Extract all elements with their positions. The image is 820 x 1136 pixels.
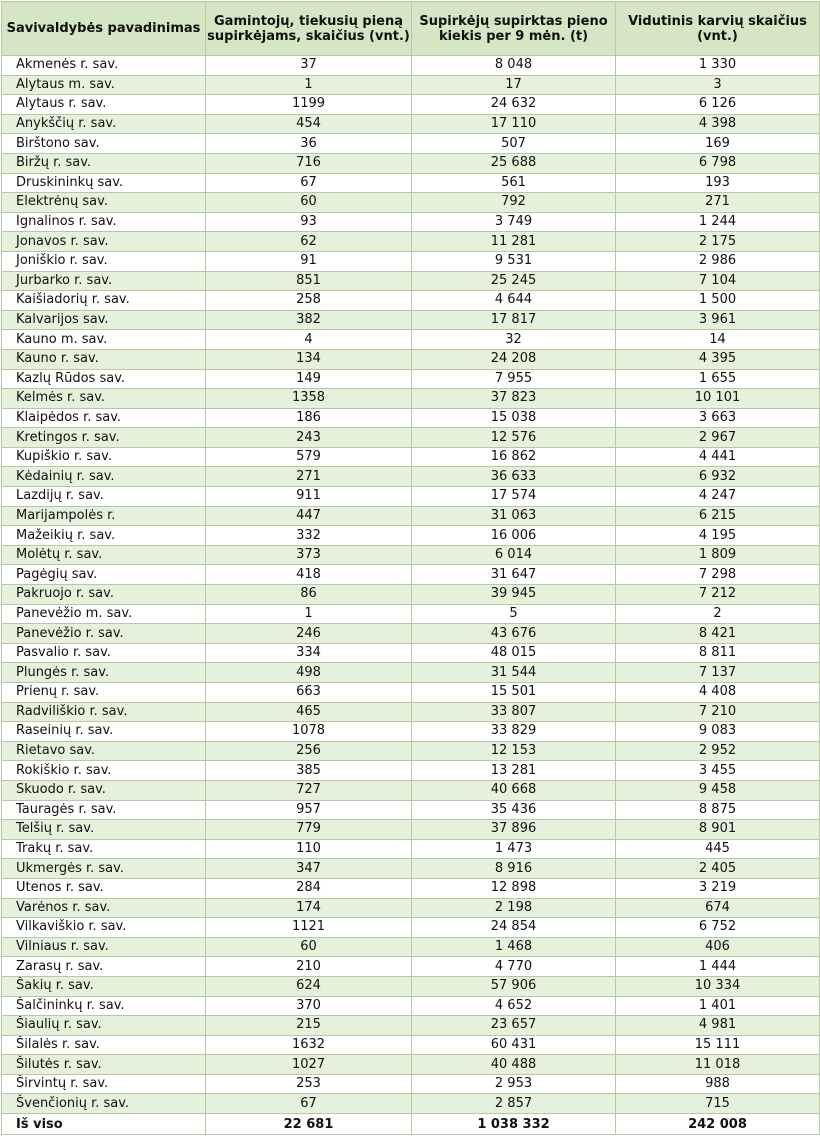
municipality-cell: Pakruojo r. sav. <box>2 585 206 605</box>
table-row <box>2 1016 820 1036</box>
municipality-cell: Rietavo sav. <box>2 741 206 761</box>
table-row <box>2 585 820 605</box>
municipality-cell: Anykščių r. sav. <box>2 114 206 134</box>
producers-cell: 716 <box>206 153 412 173</box>
milk-purchased-cell: 17 817 <box>412 310 616 330</box>
average-cows-cell: 271 <box>616 193 820 213</box>
table-row <box>2 251 820 271</box>
milk-statistics-table <box>1 1 820 1135</box>
municipality-cell: Raseinių r. sav. <box>2 722 206 742</box>
producers-cell: 498 <box>206 663 412 683</box>
milk-purchased-cell: 11 281 <box>412 232 616 252</box>
milk-purchased-cell: 25 245 <box>412 271 616 291</box>
table-row <box>2 428 820 448</box>
municipality-cell: Marijampolės r. <box>2 506 206 526</box>
producers-cell: 1 <box>206 75 412 95</box>
milk-purchased-cell: 31 063 <box>412 506 616 526</box>
municipality-cell: Vilniaus r. sav. <box>2 937 206 957</box>
milk-purchased-cell: 35 436 <box>412 800 616 820</box>
table-row <box>2 212 820 232</box>
table-row <box>2 839 820 859</box>
average-cows-cell: 169 <box>616 134 820 154</box>
milk-purchased-cell: 31 544 <box>412 663 616 683</box>
average-cows-cell: 10 334 <box>616 976 820 996</box>
average-cows-cell: 1 401 <box>616 996 820 1016</box>
milk-purchased-cell: 17 574 <box>412 487 616 507</box>
table-row <box>2 467 820 487</box>
milk-purchased-cell: 37 896 <box>412 820 616 840</box>
milk-purchased-cell: 2 198 <box>412 898 616 918</box>
table-row <box>2 1094 820 1114</box>
table-row <box>2 134 820 154</box>
municipality-cell: Birštono sav. <box>2 134 206 154</box>
milk-purchased-cell: 43 676 <box>412 624 616 644</box>
milk-purchased-cell: 36 633 <box>412 467 616 487</box>
milk-purchased-cell: 9 531 <box>412 251 616 271</box>
total-label: Iš viso <box>2 1114 206 1135</box>
municipality-cell: Ignalinos r. sav. <box>2 212 206 232</box>
average-cows-cell: 2 952 <box>616 741 820 761</box>
milk-purchased-cell: 37 823 <box>412 389 616 409</box>
average-cows-cell: 4 395 <box>616 349 820 369</box>
municipality-cell: Šilutės r. sav. <box>2 1055 206 1075</box>
producers-cell: 370 <box>206 996 412 1016</box>
producers-cell: 465 <box>206 702 412 722</box>
average-cows-cell: 1 500 <box>616 291 820 311</box>
average-cows-cell: 3 961 <box>616 310 820 330</box>
producers-cell: 663 <box>206 683 412 703</box>
producers-cell: 1121 <box>206 918 412 938</box>
municipality-cell: Tauragės r. sav. <box>2 800 206 820</box>
table-row <box>2 389 820 409</box>
municipality-cell: Švenčionių r. sav. <box>2 1094 206 1114</box>
producers-cell: 454 <box>206 114 412 134</box>
average-cows-cell: 4 441 <box>616 447 820 467</box>
table-row <box>2 506 820 526</box>
average-cows-cell: 4 981 <box>616 1016 820 1036</box>
producers-cell: 256 <box>206 741 412 761</box>
municipality-cell: Elektrėnų sav. <box>2 193 206 213</box>
average-cows-cell: 6 126 <box>616 95 820 115</box>
table-row <box>2 565 820 585</box>
table-row <box>2 918 820 938</box>
average-cows-cell: 4 195 <box>616 526 820 546</box>
average-cows-cell: 2 <box>616 604 820 624</box>
milk-purchased-cell: 12 898 <box>412 878 616 898</box>
table-row <box>2 663 820 683</box>
header-producers: Gamintojų, tiekusių pieną supirkėjams, skaičius (vnt.) <box>206 2 412 56</box>
average-cows-cell: 6 932 <box>616 467 820 487</box>
table-row <box>2 702 820 722</box>
average-cows-cell: 1 444 <box>616 957 820 977</box>
municipality-cell: Vilkaviškio r. sav. <box>2 918 206 938</box>
milk-purchased-cell: 15 501 <box>412 683 616 703</box>
producers-cell: 385 <box>206 761 412 781</box>
producers-cell: 93 <box>206 212 412 232</box>
table-row <box>2 487 820 507</box>
table-row <box>2 447 820 467</box>
table-row <box>2 75 820 95</box>
milk-purchased-cell: 5 <box>412 604 616 624</box>
municipality-cell: Biržų r. sav. <box>2 153 206 173</box>
table-row <box>2 310 820 330</box>
header-milk-purchased: Supirkėjų supirktas pieno kiekis per 9 mėn. (t) <box>412 2 616 56</box>
average-cows-cell: 8 901 <box>616 820 820 840</box>
producers-cell: 37 <box>206 56 412 76</box>
average-cows-cell: 9 083 <box>616 722 820 742</box>
table-row <box>2 859 820 879</box>
table-row <box>2 957 820 977</box>
producers-cell: 727 <box>206 780 412 800</box>
producers-cell: 1632 <box>206 1035 412 1055</box>
producers-cell: 62 <box>206 232 412 252</box>
producers-cell: 271 <box>206 467 412 487</box>
average-cows-cell: 15 111 <box>616 1035 820 1055</box>
table-row <box>2 95 820 115</box>
average-cows-cell: 7 104 <box>616 271 820 291</box>
producers-cell: 1027 <box>206 1055 412 1075</box>
producers-cell: 91 <box>206 251 412 271</box>
municipality-cell: Šakių r. sav. <box>2 976 206 996</box>
average-cows-cell: 4 408 <box>616 683 820 703</box>
milk-purchased-cell: 25 688 <box>412 153 616 173</box>
average-cows-cell: 4 398 <box>616 114 820 134</box>
municipality-cell: Alytaus r. sav. <box>2 95 206 115</box>
municipality-cell: Kėdainių r. sav. <box>2 467 206 487</box>
municipality-cell: Kretingos r. sav. <box>2 428 206 448</box>
milk-purchased-cell: 3 749 <box>412 212 616 232</box>
table-row <box>2 545 820 565</box>
producers-cell: 86 <box>206 585 412 605</box>
average-cows-cell: 193 <box>616 173 820 193</box>
table-row <box>2 526 820 546</box>
milk-purchased-cell: 8 916 <box>412 859 616 879</box>
average-cows-cell: 2 175 <box>616 232 820 252</box>
municipality-cell: Skuodo r. sav. <box>2 780 206 800</box>
table-row <box>2 624 820 644</box>
producers-cell: 246 <box>206 624 412 644</box>
municipality-cell: Kalvarijos sav. <box>2 310 206 330</box>
municipality-cell: Širvintų r. sav. <box>2 1074 206 1094</box>
municipality-cell: Kelmės r. sav. <box>2 389 206 409</box>
milk-purchased-cell: 7 955 <box>412 369 616 389</box>
average-cows-cell: 445 <box>616 839 820 859</box>
milk-purchased-cell: 33 807 <box>412 702 616 722</box>
producers-cell: 1078 <box>206 722 412 742</box>
table-row <box>2 780 820 800</box>
municipality-cell: Zarasų r. sav. <box>2 957 206 977</box>
milk-purchased-cell: 40 488 <box>412 1055 616 1075</box>
milk-purchased-cell: 4 644 <box>412 291 616 311</box>
milk-purchased-cell: 12 576 <box>412 428 616 448</box>
table-row <box>2 741 820 761</box>
table-row <box>2 330 820 350</box>
producers-cell: 243 <box>206 428 412 448</box>
table-row <box>2 1055 820 1075</box>
table-row <box>2 604 820 624</box>
header-average-cows: Vidutinis karvių skaičius (vnt.) <box>616 2 820 56</box>
table-row <box>2 878 820 898</box>
milk-purchased-cell: 17 <box>412 75 616 95</box>
milk-purchased-cell: 48 015 <box>412 643 616 663</box>
milk-purchased-cell: 16 862 <box>412 447 616 467</box>
producers-cell: 447 <box>206 506 412 526</box>
milk-purchased-cell: 8 048 <box>412 56 616 76</box>
average-cows-cell: 9 458 <box>616 780 820 800</box>
producers-cell: 60 <box>206 937 412 957</box>
table-row <box>2 820 820 840</box>
producers-cell: 110 <box>206 839 412 859</box>
municipality-cell: Varėnos r. sav. <box>2 898 206 918</box>
producers-cell: 332 <box>206 526 412 546</box>
municipality-cell: Trakų r. sav. <box>2 839 206 859</box>
producers-cell: 957 <box>206 800 412 820</box>
average-cows-cell: 1 655 <box>616 369 820 389</box>
milk-purchased-cell: 561 <box>412 173 616 193</box>
table-header <box>2 2 820 56</box>
table-row <box>2 369 820 389</box>
producers-cell: 334 <box>206 643 412 663</box>
municipality-cell: Molėtų r. sav. <box>2 545 206 565</box>
table-row <box>2 114 820 134</box>
average-cows-cell: 406 <box>616 937 820 957</box>
average-cows-cell: 6 798 <box>616 153 820 173</box>
municipality-cell: Joniškio r. sav. <box>2 251 206 271</box>
table-row <box>2 722 820 742</box>
producers-cell: 382 <box>206 310 412 330</box>
municipality-cell: Prienų r. sav. <box>2 683 206 703</box>
municipality-cell: Šalčininkų r. sav. <box>2 996 206 1016</box>
milk-purchased-cell: 24 854 <box>412 918 616 938</box>
average-cows-cell: 3 219 <box>616 878 820 898</box>
average-cows-cell: 2 986 <box>616 251 820 271</box>
table-row <box>2 937 820 957</box>
municipality-cell: Plungės r. sav. <box>2 663 206 683</box>
producers-cell: 67 <box>206 1094 412 1114</box>
table-row <box>2 173 820 193</box>
milk-purchased-cell: 32 <box>412 330 616 350</box>
average-cows-cell: 6 215 <box>616 506 820 526</box>
municipality-cell: Kazlų Rūdos sav. <box>2 369 206 389</box>
municipality-cell: Rokiškio r. sav. <box>2 761 206 781</box>
table-row <box>2 800 820 820</box>
average-cows-cell: 14 <box>616 330 820 350</box>
average-cows-cell: 7 298 <box>616 565 820 585</box>
municipality-cell: Panevėžio r. sav. <box>2 624 206 644</box>
producers-cell: 36 <box>206 134 412 154</box>
milk-purchased-cell: 1 468 <box>412 937 616 957</box>
milk-purchased-cell: 24 632 <box>412 95 616 115</box>
municipality-cell: Kauno r. sav. <box>2 349 206 369</box>
municipality-cell: Akmenės r. sav. <box>2 56 206 76</box>
municipality-cell: Radviliškio r. sav. <box>2 702 206 722</box>
milk-purchased-cell: 792 <box>412 193 616 213</box>
average-cows-cell: 1 244 <box>616 212 820 232</box>
milk-purchased-cell: 2 857 <box>412 1094 616 1114</box>
producers-cell: 186 <box>206 408 412 428</box>
municipality-cell: Lazdijų r. sav. <box>2 487 206 507</box>
average-cows-cell: 2 405 <box>616 859 820 879</box>
average-cows-cell: 8 875 <box>616 800 820 820</box>
producers-cell: 210 <box>206 957 412 977</box>
producers-cell: 1358 <box>206 389 412 409</box>
producers-cell: 253 <box>206 1074 412 1094</box>
average-cows-cell: 6 752 <box>616 918 820 938</box>
table-row <box>2 56 820 76</box>
municipality-cell: Ukmergės r. sav. <box>2 859 206 879</box>
header-municipality: Savivaldybės pavadinimas <box>2 2 206 56</box>
total-producers: 22 681 <box>206 1114 412 1135</box>
average-cows-cell: 3 663 <box>616 408 820 428</box>
table-row <box>2 643 820 663</box>
milk-purchased-cell: 507 <box>412 134 616 154</box>
table-row <box>2 291 820 311</box>
municipality-cell: Kauno m. sav. <box>2 330 206 350</box>
table-row <box>2 996 820 1016</box>
producers-cell: 1199 <box>206 95 412 115</box>
producers-cell: 67 <box>206 173 412 193</box>
producers-cell: 347 <box>206 859 412 879</box>
average-cows-cell: 674 <box>616 898 820 918</box>
table-row <box>2 683 820 703</box>
average-cows-cell: 8 811 <box>616 643 820 663</box>
table-row <box>2 761 820 781</box>
municipality-cell: Mažeikių r. sav. <box>2 526 206 546</box>
producers-cell: 851 <box>206 271 412 291</box>
producers-cell: 911 <box>206 487 412 507</box>
milk-purchased-cell: 31 647 <box>412 565 616 585</box>
table-row <box>2 976 820 996</box>
milk-purchased-cell: 39 945 <box>412 585 616 605</box>
average-cows-cell: 7 212 <box>616 585 820 605</box>
milk-purchased-cell: 4 652 <box>412 996 616 1016</box>
milk-purchased-cell: 4 770 <box>412 957 616 977</box>
producers-cell: 134 <box>206 349 412 369</box>
milk-purchased-cell: 13 281 <box>412 761 616 781</box>
milk-purchased-cell: 1 473 <box>412 839 616 859</box>
table-footer <box>2 1114 820 1135</box>
producers-cell: 215 <box>206 1016 412 1036</box>
milk-purchased-cell: 40 668 <box>412 780 616 800</box>
table-row <box>2 193 820 213</box>
milk-purchased-cell: 57 906 <box>412 976 616 996</box>
producers-cell: 624 <box>206 976 412 996</box>
milk-purchased-cell: 24 208 <box>412 349 616 369</box>
producers-cell: 418 <box>206 565 412 585</box>
average-cows-cell: 988 <box>616 1074 820 1094</box>
milk-purchased-cell: 16 006 <box>412 526 616 546</box>
average-cows-cell: 3 <box>616 75 820 95</box>
milk-purchased-cell: 2 953 <box>412 1074 616 1094</box>
municipality-cell: Pasvalio r. sav. <box>2 643 206 663</box>
average-cows-cell: 2 967 <box>616 428 820 448</box>
municipality-cell: Klaipėdos r. sav. <box>2 408 206 428</box>
municipality-cell: Šiaulių r. sav. <box>2 1016 206 1036</box>
average-cows-cell: 1 330 <box>616 56 820 76</box>
average-cows-cell: 1 809 <box>616 545 820 565</box>
municipality-cell: Alytaus m. sav. <box>2 75 206 95</box>
municipality-cell: Jurbarko r. sav. <box>2 271 206 291</box>
producers-cell: 4 <box>206 330 412 350</box>
table-row <box>2 1074 820 1094</box>
table-row <box>2 271 820 291</box>
milk-purchased-cell: 60 431 <box>412 1035 616 1055</box>
municipality-cell: Telšių r. sav. <box>2 820 206 840</box>
municipality-cell: Jonavos r. sav. <box>2 232 206 252</box>
municipality-cell: Utenos r. sav. <box>2 878 206 898</box>
table-row <box>2 1035 820 1055</box>
producers-cell: 60 <box>206 193 412 213</box>
producers-cell: 284 <box>206 878 412 898</box>
header-row <box>2 2 820 56</box>
total-row <box>2 1114 820 1135</box>
milk-purchased-cell: 15 038 <box>412 408 616 428</box>
table-row <box>2 232 820 252</box>
average-cows-cell: 7 137 <box>616 663 820 683</box>
municipality-cell: Kupiškio r. sav. <box>2 447 206 467</box>
table-body <box>2 56 820 1114</box>
milk-purchased-cell: 33 829 <box>412 722 616 742</box>
average-cows-cell: 8 421 <box>616 624 820 644</box>
average-cows-cell: 715 <box>616 1094 820 1114</box>
milk-purchased-cell: 12 153 <box>412 741 616 761</box>
municipality-cell: Pagėgių sav. <box>2 565 206 585</box>
municipality-cell: Šilalės r. sav. <box>2 1035 206 1055</box>
producers-cell: 579 <box>206 447 412 467</box>
table-row <box>2 898 820 918</box>
producers-cell: 779 <box>206 820 412 840</box>
average-cows-cell: 4 247 <box>616 487 820 507</box>
municipality-cell: Panevėžio m. sav. <box>2 604 206 624</box>
producers-cell: 373 <box>206 545 412 565</box>
table-row <box>2 153 820 173</box>
total-average-cows: 242 008 <box>616 1114 820 1135</box>
milk-purchased-cell: 23 657 <box>412 1016 616 1036</box>
average-cows-cell: 11 018 <box>616 1055 820 1075</box>
municipality-cell: Kaišiadorių r. sav. <box>2 291 206 311</box>
table-row <box>2 408 820 428</box>
average-cows-cell: 10 101 <box>616 389 820 409</box>
producers-cell: 174 <box>206 898 412 918</box>
producers-cell: 1 <box>206 604 412 624</box>
milk-purchased-cell: 17 110 <box>412 114 616 134</box>
municipality-cell: Druskininkų sav. <box>2 173 206 193</box>
average-cows-cell: 3 455 <box>616 761 820 781</box>
average-cows-cell: 7 210 <box>616 702 820 722</box>
milk-purchased-cell: 6 014 <box>412 545 616 565</box>
producers-cell: 149 <box>206 369 412 389</box>
total-milk-purchased: 1 038 332 <box>412 1114 616 1135</box>
producers-cell: 258 <box>206 291 412 311</box>
table-row <box>2 349 820 369</box>
